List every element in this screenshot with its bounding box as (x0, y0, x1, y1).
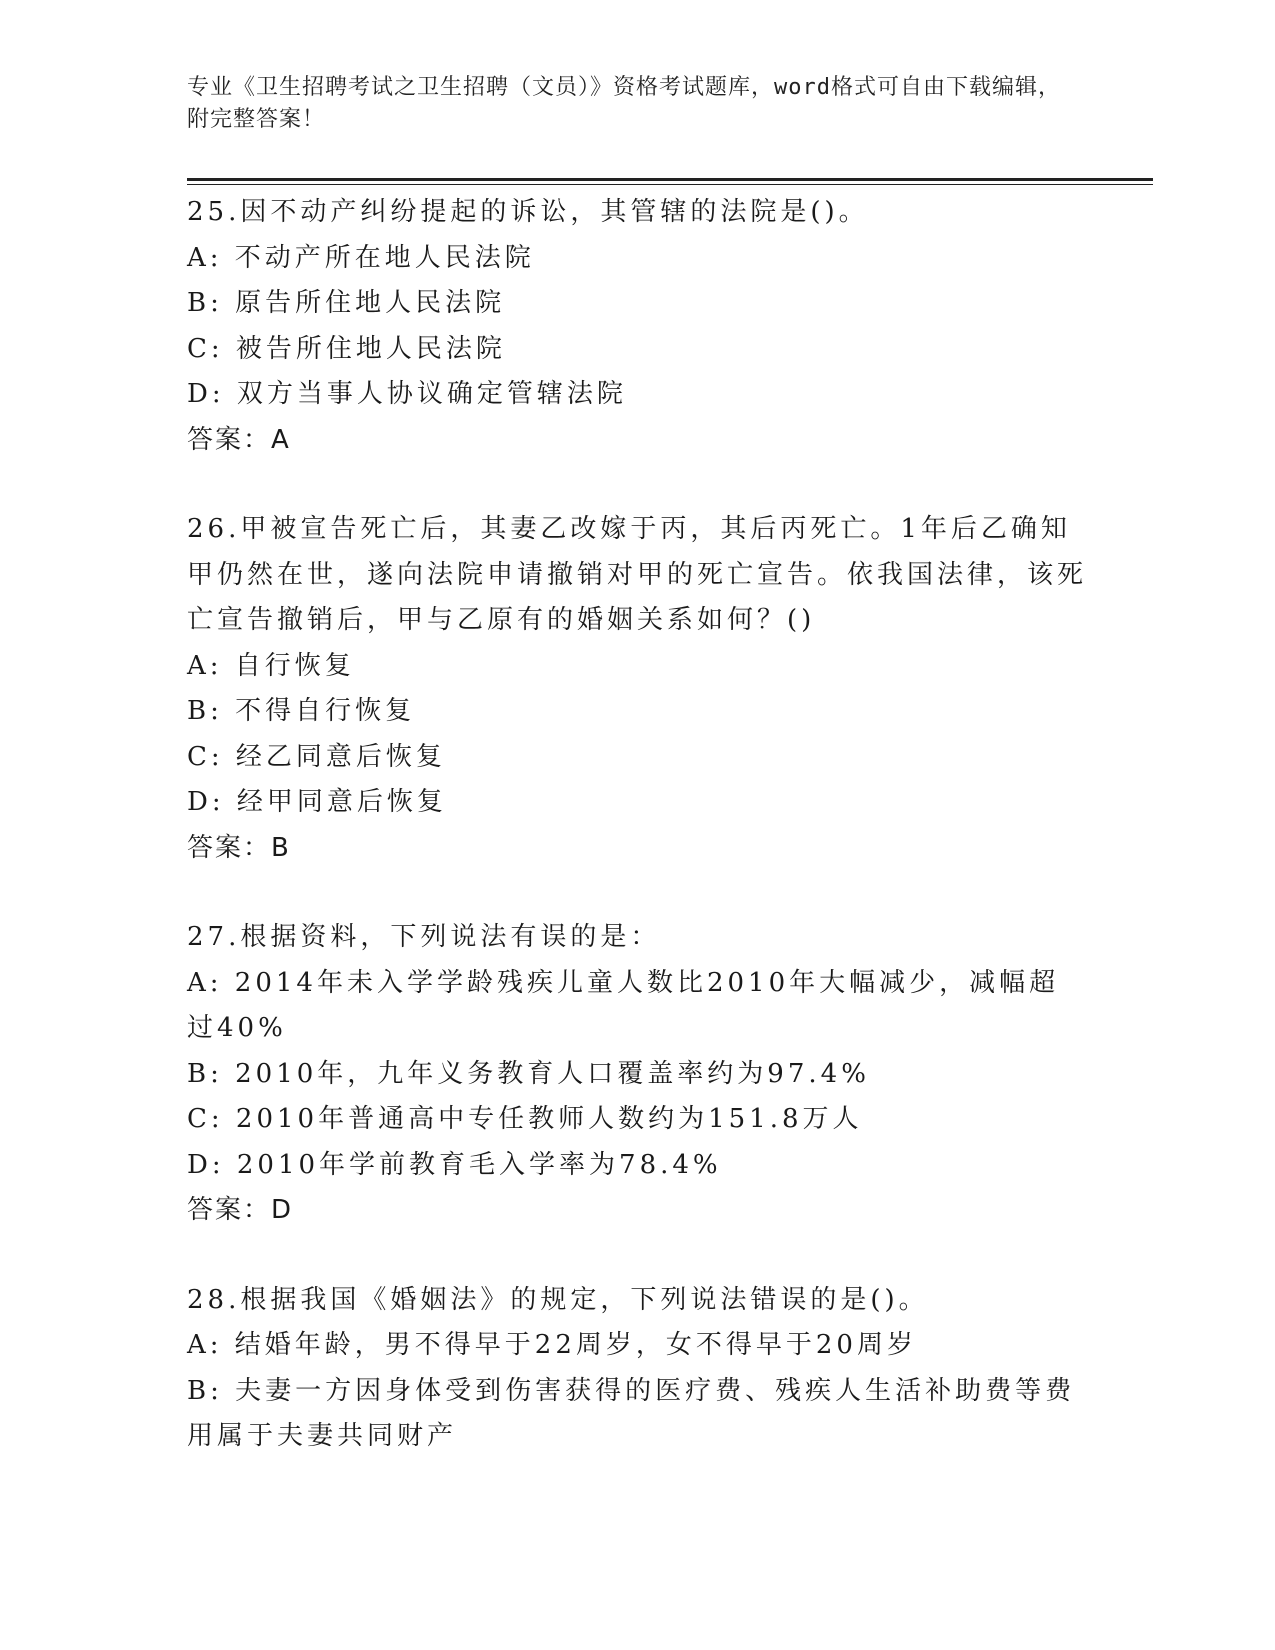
question-list (187, 190, 1087, 1504)
option-b: B: 2010年，九年义务教育人口覆盖率约为97.4% (187, 1058, 870, 1089)
option-c: C: 被告所住地人民法院 (187, 333, 506, 364)
option-d: D: 双方当事人协议确定管辖法院 (187, 379, 627, 409)
option-a: A: 自行恢复 (187, 650, 355, 681)
option-b: B: 夫妻一方因身体受到伤害获得的医疗费、残疾人生活补助费等费用属于夫妻共同财产 (187, 1375, 1076, 1451)
question-stem: 27.根据资料，下列说法有误的是： (187, 922, 661, 952)
question-27 (187, 915, 1087, 1234)
option-d: D: 2010年学前教育毛入学率为78.4% (187, 1149, 722, 1180)
option-c: C: 2010年普通高中专任教师人数约为151.8万人 (187, 1104, 863, 1134)
question-25 (187, 190, 1087, 463)
option-a: A: 2014年未入学学龄残疾儿童人数比2010年大幅减少，减幅超过40% (187, 967, 1060, 1043)
option-b: B: 不得自行恢复 (187, 696, 416, 726)
header-divider-thin (187, 184, 1153, 185)
option-d: D: 经甲同意后恢复 (187, 787, 447, 817)
option-b: B: 原告所住地人民法院 (187, 288, 506, 318)
option-a: A: 不动产所在地人民法院 (187, 242, 535, 273)
answer-label: 答案：A (187, 424, 291, 455)
question-stem: 26.甲被宣告死亡后，其妻乙改嫁于丙，其后丙死亡。1年后乙确知甲仍然在世，遂向法院申请撤销对甲的死亡宣告。依我国法律，该死亡宣告撤销后，甲与乙原有的婚姻关系如何？() (187, 514, 1088, 635)
answer-label: 答案：B (187, 832, 291, 863)
question-26 (187, 507, 1087, 871)
option-c: C: 经乙同意后恢复 (187, 741, 446, 772)
header-divider-thick (187, 178, 1153, 181)
question-stem: 28.根据我国《婚姻法》的规定，下列说法错误的是()。 (187, 1284, 929, 1315)
question-stem: 25.因不动产纠纷提起的诉讼，其管辖的法院是()。 (187, 197, 869, 227)
answer-label: 答案：D (187, 1195, 294, 1225)
question-28 (187, 1278, 1087, 1460)
document-header: 专业《卫生招聘考试之卫生招聘（文员）》资格考试题库，word格式可自由下载编辑，附完整答案！ (187, 75, 1061, 132)
option-a: A: 结婚年龄，男不得早于22周岁，女不得早于20周岁 (187, 1330, 917, 1360)
